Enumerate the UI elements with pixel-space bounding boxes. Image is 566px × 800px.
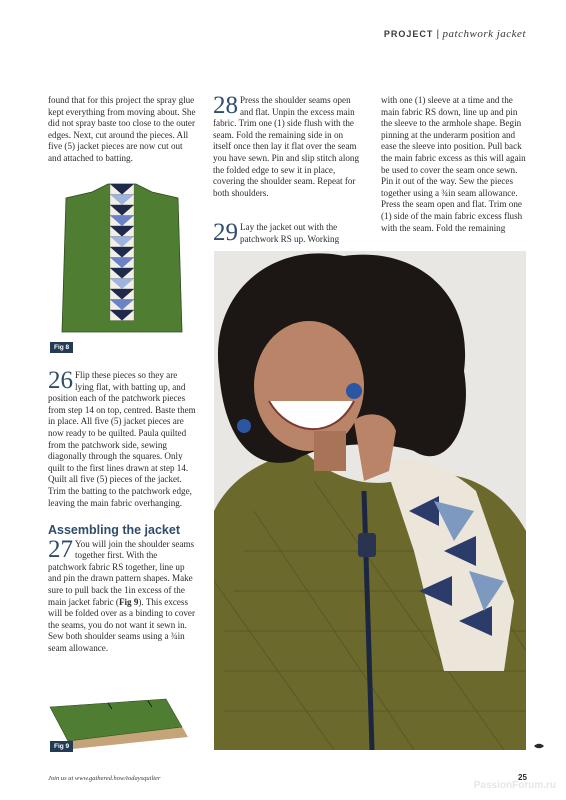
step-28 [213, 92, 363, 199]
fig9-label: Fig 9 [50, 741, 73, 752]
step-28-number: 28 [213, 92, 238, 119]
running-header [384, 28, 526, 40]
step-27-number: 27 [48, 535, 73, 563]
step-27-text-b: ). This excess will be folded over as a binding to cover the seams, you do not want it sewn in. Sew both shoulder seams using a ¾in seam allowance. [48, 596, 195, 653]
page-number: 25 [518, 773, 527, 782]
footer-url: Join us at www.gathered.how/todaysquilter [48, 775, 161, 782]
step-28-text: Press the shoulder seams open and flat. Unpin the excess main fabric. Trim one (1) side flush with the seam. Fold the remaining side in on itself once then lay it flat over the seam you have sewn. Pin and slip stitch along the folded edge to sew it in place, covering the shoulder seam. Repeat for both shoulders. [213, 95, 359, 198]
header-separator: | [436, 29, 440, 40]
column-3-text: with one (1) sleeve at a time and the main fabric RS down, line up and pin the sleeve to the armhole shape. Begin pinning at the underarm position and ease the sleeve into position. Pull back the main fabric excess as this will again be used to cover the seam once sewn. Pin it out of the way. Sew the pieces together using a ¾in seam allowance. Press the seam open and flat. Trim one (1) side of the main fabric excess flush with the seam. Fold the remaining [381, 95, 526, 233]
step-26 [48, 367, 196, 509]
section-label: PROJECT [383, 29, 434, 39]
step-26-number: 26 [48, 367, 73, 394]
column-3 [381, 95, 529, 234]
intro-paragraph: found that for this project the spray glue kept everything from moving about. She did not spray baste too close to the outer edges. Next, cut around the pieces. All five (5) jacket pieces are now cut out and attached to batting. [48, 95, 196, 163]
step-27-text-a: You will join the shoulder seams together first. With the patchwork fabric RS together, line up and pin the drawn pattern shapes. Make sure to pull back the 1in excess of the main jacket fabric ( [48, 538, 195, 607]
project-title: patchwork jacket [442, 28, 526, 40]
step-27-fig-ref: Fig 9 [118, 596, 139, 607]
column-1 [48, 95, 196, 165]
fig8-jacket-panel-diagram [48, 182, 196, 357]
step-29-number: 29 [213, 219, 238, 246]
watermark: PassionForum.ru [473, 780, 556, 791]
step-29-text: Lay the jacket out with the patchwork RS up. Working [240, 222, 340, 244]
step-27 [48, 525, 196, 655]
step-26-text: Flip these pieces so they are lying flat, with batting up, and position each of the patchwork pieces from step 14 on top, centred. Baste them in place. All five (5) jacket pieces are now ready to be quilted. Paula quilted from the patchwork side, sewing diagonally through the squares. Only quilt to the first lines drawn at step 14. Quilt all five (5) pieces of the jacket. Trim the batting to the patchwork edge, leaving the main fabric overhanging. [48, 370, 196, 508]
model-wearing-patchwork-jacket-photo [214, 251, 526, 750]
fig8-label: Fig 8 [50, 342, 73, 353]
end-mark-icon [534, 743, 544, 749]
step-29 [213, 219, 363, 246]
section-heading: Assembling the jacket [48, 523, 180, 537]
